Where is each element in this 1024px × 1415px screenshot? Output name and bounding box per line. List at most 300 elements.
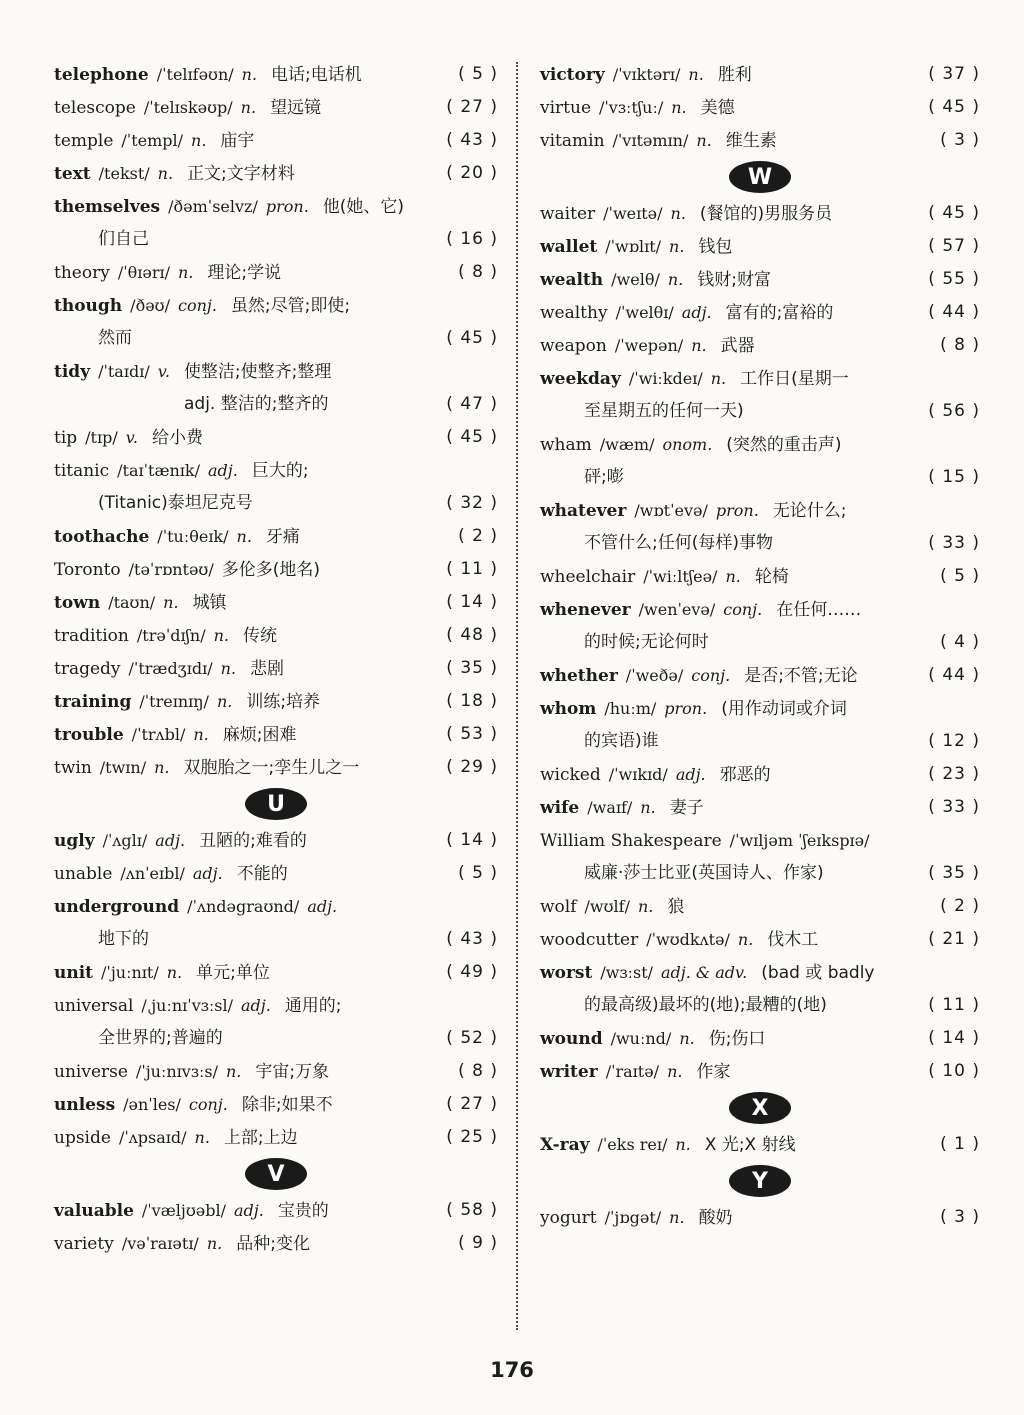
phonetic: /ˈtrædʒɪdɪ/ [128, 659, 213, 678]
lesson-reference: ( 5 ) [940, 566, 980, 586]
phonetic: /vəˈraɪətɪ/ [121, 1234, 199, 1253]
lesson-reference: ( 10 ) [928, 1061, 980, 1081]
definition: 钱财;财富 [697, 270, 771, 290]
headword: victory [540, 65, 605, 85]
entry-line [54, 91, 498, 124]
phonetic: /ðəʊ/ [130, 296, 170, 315]
part-of-speech: n. [193, 725, 209, 744]
headword: text [54, 164, 91, 184]
headword: whom [540, 699, 597, 719]
lesson-reference: ( 58 ) [446, 1200, 498, 1220]
definition: 虽然;尽管;即使; [230, 296, 351, 316]
phonetic: /ˈtrʌbl/ [131, 725, 186, 744]
entry-line [540, 494, 980, 527]
part-of-speech: n. [216, 692, 233, 711]
dictionary-entry [54, 619, 498, 652]
dictionary-entry [54, 751, 498, 784]
headword: telephone [54, 65, 149, 85]
part-of-speech: adj. [307, 897, 338, 916]
headword: unable [54, 864, 113, 884]
definition: 单元;单位 [196, 963, 270, 983]
dictionary-entry [540, 362, 980, 428]
lesson-reference: ( 53 ) [446, 724, 498, 744]
definition: 庙宇 [220, 131, 255, 151]
entry-line [540, 428, 980, 461]
dictionary-entry [54, 124, 498, 157]
headword: weapon [540, 336, 607, 356]
entry-line [540, 329, 980, 362]
definition-continued: (Titanic)泰坦尼克号 [98, 493, 253, 513]
lesson-reference: ( 14 ) [446, 830, 498, 850]
definition-continued: 地下的 [98, 929, 149, 949]
phonetic: /welθ/ [611, 270, 660, 289]
lesson-reference: ( 48 ) [446, 625, 498, 645]
phonetic: /ˈtelɪskəʊp/ [143, 98, 233, 117]
definition: 在任何…… [776, 600, 862, 620]
dictionary-entry [54, 956, 498, 989]
lesson-reference: ( 29 ) [446, 757, 498, 777]
lesson-reference: ( 52 ) [446, 1028, 498, 1048]
dictionary-entry [54, 1227, 498, 1260]
entry-continuation-line [54, 1022, 498, 1055]
part-of-speech: n. [667, 1062, 683, 1081]
part-of-speech: adj. [233, 1201, 264, 1220]
entry-line [54, 652, 498, 685]
headword: twin [54, 758, 92, 778]
entry-line [54, 190, 498, 223]
lesson-reference: ( 20 ) [446, 163, 498, 183]
section-header [540, 1161, 980, 1201]
dictionary-entry [54, 1055, 498, 1088]
left-column [54, 58, 498, 1260]
lesson-reference: ( 37 ) [928, 64, 980, 84]
phonetic: /ˈweɪtə/ [603, 204, 663, 223]
phonetic: /ˈʌglɪ/ [102, 831, 148, 850]
definition: 他(她、它) [322, 197, 405, 217]
headword: whether [540, 666, 618, 686]
headword: wound [540, 1029, 603, 1049]
definition: 通用的; [284, 996, 342, 1016]
headword: tradition [54, 626, 129, 646]
definition: 巨大的; [251, 461, 309, 481]
definition-continued: 至星期五的任何一天) [584, 401, 744, 421]
entry-line [540, 593, 980, 626]
dictionary-entry [540, 824, 980, 890]
entry-line [540, 362, 980, 395]
lesson-reference: ( 45 ) [928, 97, 980, 117]
dictionary-entry [54, 1194, 498, 1227]
part-of-speech: n. [191, 131, 207, 150]
definition-continued: 威廉·莎士比亚(英国诗人、作家) [584, 863, 824, 883]
headword: ugly [54, 831, 95, 851]
dictionary-entry [540, 1201, 980, 1234]
headword: underground [54, 897, 180, 917]
part-of-speech: v. [157, 362, 170, 381]
headword: writer [540, 1062, 598, 1082]
headword: wolf [540, 897, 577, 917]
entry-continuation-line [540, 989, 980, 1022]
entry-line [54, 1088, 498, 1121]
entry-continuation-line [54, 223, 498, 256]
headword: variety [54, 1234, 114, 1254]
lesson-reference: ( 33 ) [928, 797, 980, 817]
entry-line [54, 1055, 498, 1088]
headword: wheelchair [540, 567, 636, 587]
section-letter-badge: W [729, 161, 791, 193]
definition: 给小费 [151, 428, 203, 448]
entry-line [54, 824, 498, 857]
part-of-speech: n. [696, 131, 712, 150]
definition: 美德 [700, 98, 735, 118]
lesson-reference: ( 27 ) [446, 97, 498, 117]
part-of-speech: n. [640, 798, 656, 817]
headword: Toronto [54, 560, 121, 580]
dictionary-entry [540, 890, 980, 923]
definition: 胜利 [717, 65, 752, 85]
phonetic: /ˈʌpsaɪd/ [118, 1128, 187, 1147]
definition: 上部;上边 [223, 1128, 298, 1148]
dictionary-entry [540, 593, 980, 659]
entry-line [54, 619, 498, 652]
section-letter-badge: Y [729, 1165, 791, 1197]
entry-line [54, 1121, 498, 1154]
lesson-reference: ( 4 ) [940, 632, 980, 652]
dictionary-entry [54, 520, 498, 553]
entry-line [540, 91, 980, 124]
dictionary-entry [54, 289, 498, 355]
definition-continued: 砰;嘭 [584, 467, 624, 487]
part-of-speech: pron. [664, 699, 708, 718]
headword: unit [54, 963, 94, 983]
dictionary-entry [54, 256, 498, 289]
phonetic: /ˈweðə/ [625, 666, 684, 685]
entry-line [54, 718, 498, 751]
headword: worst [540, 963, 593, 983]
entry-line [54, 1227, 498, 1260]
phonetic: /twɪn/ [99, 758, 147, 777]
lesson-reference: ( 25 ) [446, 1127, 498, 1147]
phonetic: /ˈwepən/ [614, 336, 684, 355]
definition: 使整洁;使整齐;整理 [183, 362, 332, 382]
part-of-speech: n. [240, 98, 257, 117]
definition: 多伦多(地名) [221, 560, 320, 580]
headword: wicked [540, 765, 601, 785]
headword: titanic [54, 461, 110, 481]
phonetic: /ˈtempl/ [121, 131, 184, 150]
headword: whatever [540, 501, 627, 521]
lesson-reference: ( 44 ) [928, 302, 980, 322]
lesson-reference: ( 45 ) [446, 427, 498, 447]
definition: 是否;不管;无论 [744, 666, 858, 686]
headword: though [54, 296, 123, 316]
part-of-speech: n. [671, 98, 687, 117]
dictionary-entry [540, 230, 980, 263]
definition: (突然的重击声) [726, 435, 842, 455]
entry-line [54, 289, 498, 322]
phonetic: /ˈwɪljəm ˈʃeɪkspɪə/ [729, 831, 870, 850]
section-letter-badge: U [245, 788, 307, 820]
phonetic: /taʊn/ [108, 593, 156, 612]
part-of-speech: adj. [208, 461, 238, 480]
entry-line [54, 890, 498, 923]
part-of-speech: n. [177, 263, 194, 282]
entry-line [54, 355, 498, 388]
phonetic: /ˈʌndəgraʊnd/ [187, 897, 300, 916]
phonetic: /ˈvɪtəmɪn/ [612, 131, 689, 150]
headword: toothache [54, 527, 150, 547]
entry-line [54, 454, 498, 487]
dictionary-entry [54, 1088, 498, 1121]
lesson-reference: ( 44 ) [928, 665, 980, 685]
entry-continuation-line [54, 388, 498, 421]
headword: woodcutter [540, 930, 639, 950]
definition: 酸奶 [698, 1208, 733, 1228]
definition: 伐木工 [767, 930, 819, 950]
definition: 作家 [696, 1062, 731, 1082]
entry-line [540, 58, 980, 91]
definition: 牙痛 [265, 527, 300, 547]
lesson-reference: ( 16 ) [446, 229, 498, 249]
phonetic: /ˈtaɪdɪ/ [98, 362, 150, 381]
lesson-reference: ( 3 ) [940, 130, 980, 150]
definition: 无论什么; [772, 501, 847, 521]
entry-line [54, 685, 498, 718]
part-of-speech: n. [194, 1128, 210, 1147]
entry-continuation-line [540, 725, 980, 758]
headword: valuable [54, 1201, 134, 1221]
entry-line [54, 586, 498, 619]
entry-line [54, 956, 498, 989]
entry-line [540, 263, 980, 296]
phonetic: /wʊlf/ [584, 897, 630, 916]
part-of-speech: n. [163, 593, 179, 612]
lesson-reference: ( 5 ) [458, 64, 498, 84]
definition: 宇宙;万象 [255, 1062, 330, 1082]
lesson-reference: ( 1 ) [940, 1134, 980, 1154]
dictionary-entry [54, 586, 498, 619]
phonetic: /ˈwɪkɪd/ [608, 765, 668, 784]
headword: universal [54, 996, 134, 1016]
right-column [540, 58, 980, 1234]
phonetic: /ˈvæljʊəbl/ [141, 1201, 226, 1220]
headword: wallet [540, 237, 598, 257]
section-header [540, 1088, 980, 1128]
lesson-reference: ( 43 ) [446, 929, 498, 949]
entry-line [540, 923, 980, 956]
part-of-speech: n. [241, 65, 258, 84]
phonetic: /ˈwiːltʃeə/ [643, 567, 718, 586]
entry-line [54, 989, 498, 1022]
dictionary-entry [540, 428, 980, 494]
definition: 工作日(星期一 [740, 369, 849, 389]
entry-continuation-line [54, 487, 498, 520]
phonetic: /ˈvɪktərɪ/ [612, 65, 681, 84]
part-of-speech: onom. [662, 435, 713, 454]
lesson-reference: ( 33 ) [928, 533, 980, 553]
phonetic: /tekst/ [98, 164, 150, 183]
definition-continued: 全世界的;普遍的 [98, 1028, 223, 1048]
entry-line [54, 421, 498, 454]
lesson-reference: ( 45 ) [446, 328, 498, 348]
definition: 丑陋的;难看的 [199, 831, 307, 851]
part-of-speech: n. [691, 336, 707, 355]
headword: virtue [540, 98, 592, 118]
dictionary-entry [540, 494, 980, 560]
definition: 理论;学说 [207, 263, 282, 283]
entry-line [54, 157, 498, 190]
dictionary-entry [540, 263, 980, 296]
entry-line [54, 58, 498, 91]
lesson-reference: ( 43 ) [446, 130, 498, 150]
definition: (餐馆的)男服务员 [699, 204, 833, 224]
definition: 武器 [720, 336, 755, 356]
dictionary-entry [540, 1128, 980, 1161]
headword: trouble [54, 725, 124, 745]
headword: vitamin [540, 131, 605, 151]
phonetic: /trəˈdɪʃn/ [136, 626, 206, 645]
headword: theory [54, 263, 110, 283]
definition-continued: 的宾语)谁 [584, 731, 659, 751]
phonetic: /ˈjuːnɪvɜːs/ [135, 1062, 218, 1081]
phonetic: /waɪf/ [587, 798, 633, 817]
lesson-reference: ( 14 ) [928, 1028, 980, 1048]
entry-line [540, 791, 980, 824]
part-of-speech: conj. [691, 666, 731, 685]
lesson-reference: ( 56 ) [928, 401, 980, 421]
headword: weekday [540, 369, 621, 389]
part-of-speech: n. [669, 1208, 685, 1227]
definition: 训练;培养 [246, 692, 321, 712]
lesson-reference: ( 11 ) [928, 995, 980, 1015]
lesson-reference: ( 49 ) [446, 962, 498, 982]
definition: (用作动词或介词 [721, 699, 847, 719]
entry-continuation-line [540, 857, 980, 890]
part-of-speech: adj. [675, 765, 706, 784]
entry-line [540, 560, 980, 593]
part-of-speech: adj. [155, 831, 186, 850]
part-of-speech: pron. [265, 197, 309, 216]
entry-line [54, 1194, 498, 1227]
dictionary-entry [540, 956, 980, 1022]
lesson-reference: ( 15 ) [928, 467, 980, 487]
definition: (bad 或 badly [761, 963, 875, 983]
headword: whenever [540, 600, 631, 620]
phonetic: /ʌnˈeɪbl/ [120, 864, 185, 883]
headword: tidy [54, 362, 91, 382]
entry-continuation-line [54, 322, 498, 355]
entry-continuation-line [540, 626, 980, 659]
part-of-speech: conj. [177, 296, 217, 315]
entry-continuation-line [540, 527, 980, 560]
headword: tragedy [54, 659, 121, 679]
headword: town [54, 593, 101, 613]
dictionary-entry [54, 157, 498, 190]
lesson-reference: ( 8 ) [458, 262, 498, 282]
page-number: 176 [490, 1358, 534, 1382]
part-of-speech: n. [688, 65, 704, 84]
part-of-speech: adj. [192, 864, 223, 883]
section-header [54, 784, 498, 824]
column-divider [516, 62, 518, 1330]
part-of-speech: n. [225, 1062, 242, 1081]
phonetic: /ˈraɪtə/ [605, 1062, 660, 1081]
part-of-speech: v. [125, 428, 138, 447]
lesson-reference: ( 27 ) [446, 1094, 498, 1114]
definition-continued: 们自己 [98, 229, 149, 249]
lesson-reference: ( 35 ) [446, 658, 498, 678]
headword: themselves [54, 197, 161, 217]
entry-line [540, 124, 980, 157]
dictionary-entry [54, 454, 498, 520]
entry-line [54, 520, 498, 553]
entry-line [540, 758, 980, 791]
part-of-speech: n. [154, 758, 170, 777]
headword: unless [54, 1095, 116, 1115]
definition: 品种;变化 [236, 1234, 310, 1254]
lesson-reference: ( 14 ) [446, 592, 498, 612]
entry-line [540, 230, 980, 263]
entry-line [540, 296, 980, 329]
lesson-reference: ( 2 ) [458, 526, 498, 546]
definition: 狼 [667, 897, 685, 917]
part-of-speech: n. [236, 527, 252, 546]
lesson-reference: ( 47 ) [446, 394, 498, 414]
lesson-reference: ( 21 ) [928, 929, 980, 949]
headword: William Shakespeare [540, 831, 722, 851]
definition: 城镇 [192, 593, 227, 613]
phonetic: /ˈvɜːtʃuː/ [599, 98, 664, 117]
phonetic: /ðəmˈselvz/ [168, 197, 258, 216]
dictionary-entry [540, 923, 980, 956]
headword: waiter [540, 204, 596, 224]
dictionary-entry [540, 659, 980, 692]
phonetic: /wɒtˈevə/ [634, 501, 708, 520]
dictionary-entry [54, 718, 498, 751]
headword: wham [540, 435, 592, 455]
dictionary-entry [540, 560, 980, 593]
phonetic: /wenˈevə/ [638, 600, 716, 619]
section-header [54, 1154, 498, 1194]
lesson-reference: ( 57 ) [928, 236, 980, 256]
phonetic: /ˈjuːnɪt/ [101, 963, 159, 982]
dictionary-entry [54, 890, 498, 956]
part-of-speech: n. [220, 659, 236, 678]
phonetic: /ˈwʊdkʌtə/ [646, 930, 730, 949]
phonetic: /wæm/ [599, 435, 655, 454]
section-letter-badge: X [729, 1092, 791, 1124]
definition: 轮椅 [754, 567, 789, 587]
headword: upside [54, 1128, 111, 1148]
phonetic: /ənˈles/ [123, 1095, 181, 1114]
dictionary-entry [540, 758, 980, 791]
dictionary-entry [54, 58, 498, 91]
lesson-reference: ( 8 ) [458, 1061, 498, 1081]
entry-line [540, 1201, 980, 1234]
entry-line [54, 553, 498, 586]
entry-line [540, 1128, 980, 1161]
phonetic: /ˈjɒgət/ [604, 1208, 662, 1227]
entry-line [540, 1055, 980, 1088]
definition-continued: 的最高级)最坏的(地);最糟的(地) [584, 995, 827, 1015]
part-of-speech: adj. [240, 996, 271, 1015]
phonetic: /ˈtuːθeɪk/ [157, 527, 229, 546]
headword: tip [54, 428, 78, 448]
part-of-speech: n. [157, 164, 174, 183]
dictionary-entry [54, 1121, 498, 1154]
part-of-speech: n. [206, 1234, 223, 1253]
dictionary-entry [54, 421, 498, 454]
definition-continued: 不管什么;任何(每样)事物 [584, 533, 773, 553]
